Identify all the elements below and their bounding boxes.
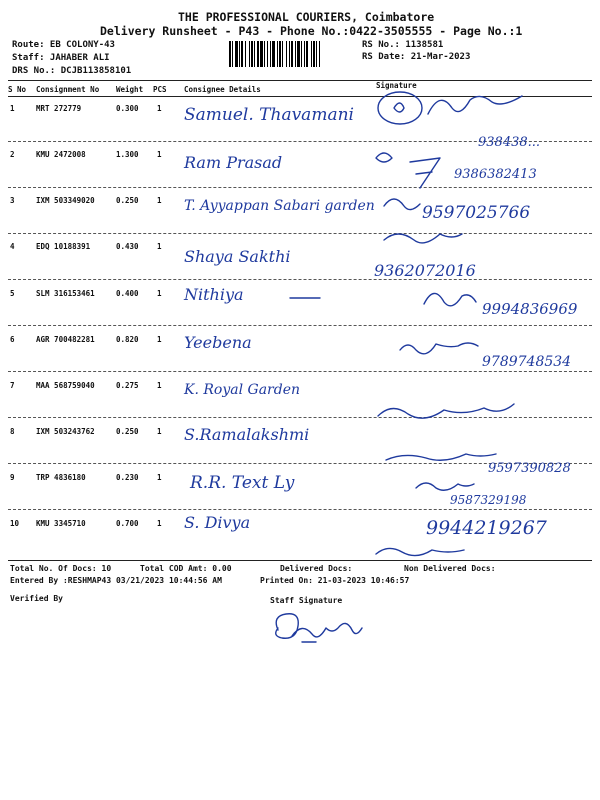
handwritten-phone: 9597025766 (422, 203, 531, 223)
barcode-bar (239, 41, 240, 67)
handwritten-phone: 9994836969 (482, 300, 578, 318)
row-consignment: KMU 3345710 (36, 519, 86, 528)
row-consignment: IXM 503243762 (36, 427, 95, 436)
col-signature: Signature (376, 81, 417, 90)
row-consignment: SLM 316153461 (36, 289, 95, 298)
barcode-bar (277, 41, 278, 67)
total-cod: Total COD Amt: 0.00 (140, 564, 232, 573)
signature-scribble (384, 199, 420, 210)
row-sno: 10 (10, 519, 20, 528)
table-bottom-rule (8, 560, 592, 561)
barcode-bar (254, 41, 255, 67)
handwritten-phone: 9597390828 (488, 461, 571, 476)
rs-number: RS No.: 1138581 (362, 40, 444, 50)
row-consignment: TRP 4836180 (36, 473, 86, 482)
staff-signature-label: Staff Signature (270, 596, 343, 605)
row-sno: 3 (10, 196, 15, 205)
signature-scribble (276, 614, 362, 639)
row-sno: 9 (10, 473, 15, 482)
barcode-bar (232, 41, 233, 67)
handwritten-consignee: Samuel. Thavamani (184, 105, 354, 125)
barcode-bar (251, 41, 253, 67)
barcode-bar (282, 41, 283, 67)
circle-mark-icon (378, 92, 422, 124)
row-pcs: 1 (157, 381, 162, 390)
col-pcs: PCS (153, 85, 167, 94)
non-delivered-docs: Non Delivered Docs: (404, 564, 496, 573)
handwritten-phone: 9789748534 (482, 354, 572, 370)
signature-scribble (424, 293, 476, 305)
row-weight: 0.250 (116, 196, 139, 205)
handwritten-consignee: S.Ramalakshmi (184, 425, 310, 444)
handwritten-consignee: K. Royal Garden (184, 382, 300, 398)
delivered-docs: Delivered Docs: (280, 564, 353, 573)
col-sno: S No (8, 85, 27, 94)
row-pcs: 1 (157, 289, 162, 298)
row-consignment: KMU 2472008 (36, 150, 86, 159)
row-pcs: 1 (157, 242, 162, 251)
signature-scribble (416, 483, 474, 490)
row-consignment: AGR 700482281 (36, 335, 95, 344)
barcode-bar (249, 41, 250, 67)
barcode-bar (289, 41, 290, 67)
col-weight: Weight (116, 85, 144, 94)
barcode-bar (272, 41, 275, 67)
row-consignment: EDQ 10188391 (36, 242, 91, 251)
barcode-bar (319, 41, 320, 67)
handwritten-phone: 938438... (478, 135, 541, 150)
barcode-bar (291, 41, 293, 67)
verified-by-label: Verified By (10, 594, 63, 603)
barcode-bar (229, 41, 231, 67)
signature-scribble (378, 404, 514, 418)
barcode-bar (270, 41, 271, 67)
handwritten-phone: 9587329198 (450, 493, 527, 507)
total-docs: Total No. Of Docs: 10 (10, 564, 112, 573)
row-sno: 1 (10, 104, 15, 113)
row-sno: 5 (10, 289, 15, 298)
barcode-bar (297, 41, 300, 67)
barcode-bar (313, 41, 315, 67)
handwritten-phone: 9386382413 (454, 167, 537, 182)
signature-scribble (428, 96, 522, 114)
handwritten-consignee: Yeebena (184, 333, 252, 352)
row-weight: 0.250 (116, 427, 139, 436)
barcode-bar (295, 41, 296, 67)
row-pcs: 1 (157, 196, 162, 205)
row-consignment: IXM 503349020 (36, 196, 95, 205)
row-pcs: 1 (157, 150, 162, 159)
row-weight: 1.300 (116, 150, 139, 159)
handwritten-consignee: Ram Prasad (184, 153, 283, 172)
barcode-bar (264, 41, 265, 67)
table-top-rule (8, 80, 592, 81)
entered-by: Entered By :RESHMAP43 03/21/2023 10:44:56 AM (10, 576, 222, 585)
handwritten-consignee: Shaya Sakthi (184, 247, 291, 266)
row-pcs: 1 (157, 104, 162, 113)
col-consignee: Consignee Details (184, 85, 261, 94)
barcode-bar (260, 41, 263, 67)
barcode-bar (235, 41, 238, 67)
row-pcs: 1 (157, 473, 162, 482)
rs-date: RS Date: 21-Mar-2023 (362, 52, 471, 62)
row-sno: 6 (10, 335, 15, 344)
barcode-bar (267, 41, 268, 67)
barcode-bar (241, 41, 243, 67)
barcode-bar (304, 41, 305, 67)
barcode-bar (306, 41, 308, 67)
barcode-bar (316, 41, 317, 67)
barcode-bar (286, 41, 287, 67)
route-label: Route: EB COLONY-43 (12, 40, 115, 50)
drs-number: DRS No.: DCJB113858101 (12, 66, 132, 76)
signature-scribble (394, 103, 404, 112)
handwritten-consignee: T. Ayyappan Sabari garden (184, 198, 375, 214)
col-consignment: Consignment No (36, 85, 100, 94)
handwritten-consignee: Nithiya (184, 285, 244, 304)
signature-scribble (376, 153, 392, 162)
staff-label: Staff: JAHABER ALI (12, 53, 110, 63)
barcode-bar (311, 41, 312, 67)
barcode-bar (279, 41, 281, 67)
row-weight: 0.400 (116, 289, 139, 298)
signature-scribble (384, 234, 462, 243)
signature-scribble (386, 454, 496, 460)
handwritten-consignee: R.R. Text Ly (190, 473, 295, 493)
row-sno: 7 (10, 381, 15, 390)
row-weight: 0.700 (116, 519, 139, 528)
handwritten-consignees (180, 96, 375, 560)
row-sno: 8 (10, 427, 15, 436)
document-subtitle: Delivery Runsheet - P43 - Phone No.:0422-3505555 - Page No.:1 (100, 24, 523, 38)
signature-scribble (400, 343, 478, 354)
barcode-image (229, 41, 355, 67)
row-sno: 4 (10, 242, 15, 251)
handwritten-signatures (370, 88, 596, 558)
row-sno: 2 (10, 150, 15, 159)
row-weight: 0.430 (116, 242, 139, 251)
row-pcs: 1 (157, 519, 162, 528)
handwritten-phone: 9944219267 (426, 517, 547, 539)
row-weight: 0.300 (116, 104, 139, 113)
document-title: THE PROFESSIONAL COURIERS, Coimbatore (178, 10, 435, 24)
handwritten-phone: 9362072016 (374, 261, 476, 280)
handwritten-consignee: S. Divya (184, 513, 251, 532)
row-pcs: 1 (157, 427, 162, 436)
printed-on: Printed On: 21-03-2023 10:46:57 (260, 576, 410, 585)
row-pcs: 1 (157, 335, 162, 344)
barcode-bar (245, 41, 246, 67)
signature-scribble (410, 158, 440, 188)
staff-signature-image (262, 606, 372, 656)
row-weight: 0.230 (116, 473, 139, 482)
signature-scribble (376, 548, 464, 555)
row-consignment: MAA 568759040 (36, 381, 95, 390)
row-weight: 0.275 (116, 381, 139, 390)
barcode-bar (301, 41, 302, 67)
row-consignment: MRT 272779 (36, 104, 82, 113)
row-weight: 0.820 (116, 335, 139, 344)
barcode-bar (257, 41, 259, 67)
